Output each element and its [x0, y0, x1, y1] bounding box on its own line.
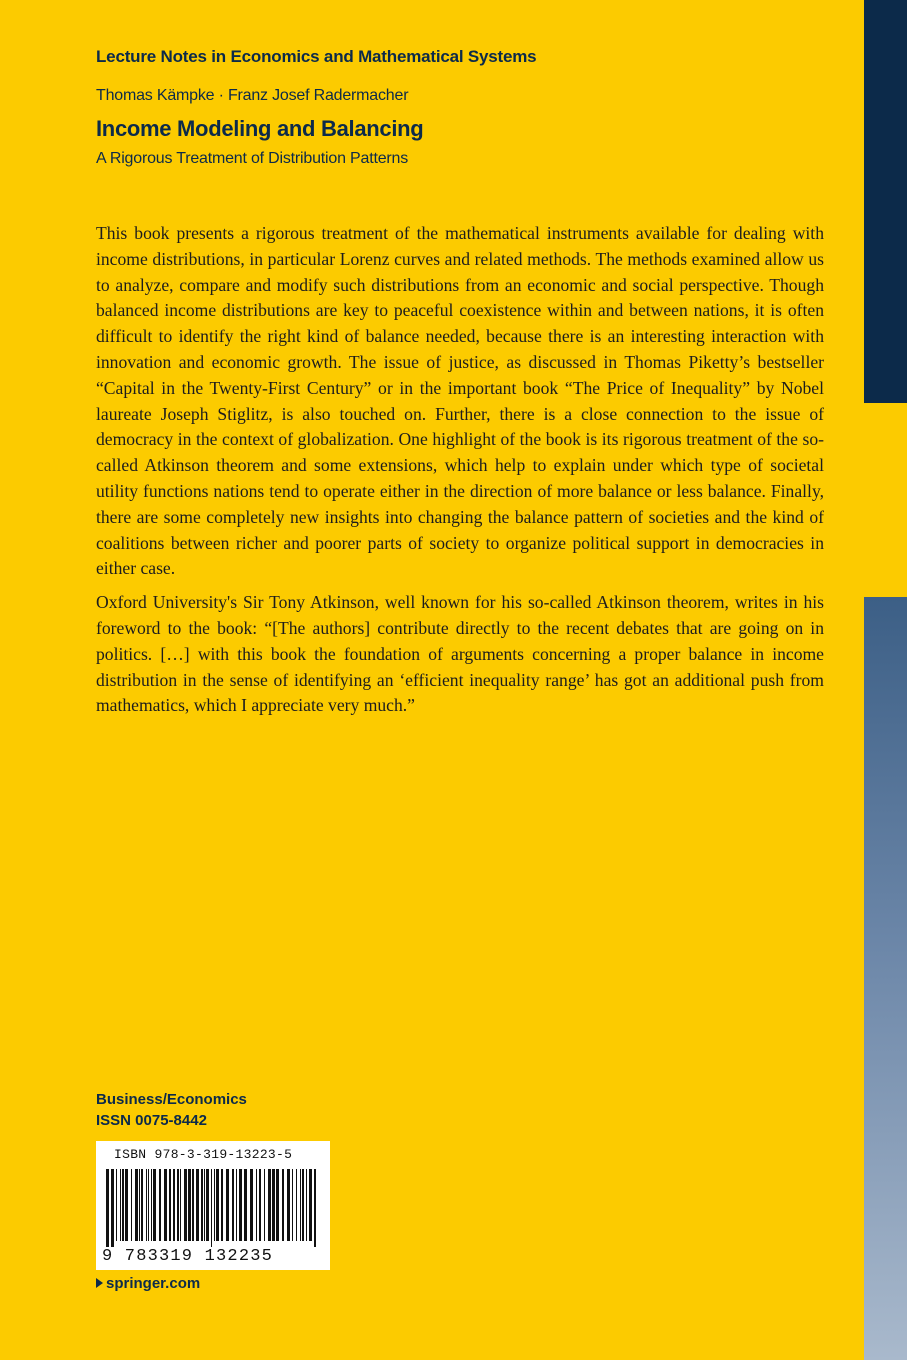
barcode-bar: [282, 1169, 284, 1241]
barcode-bar: [188, 1169, 191, 1241]
barcode-bar: [221, 1169, 223, 1241]
side-band-top: [864, 0, 907, 403]
barcode-bar: [214, 1169, 215, 1241]
barcode-bar: [180, 1169, 181, 1241]
barcode-bar: [169, 1169, 171, 1241]
barcode-bar: [106, 1169, 109, 1247]
ean-digits: 9 783319 132235: [102, 1247, 274, 1266]
barcode-bar: [159, 1169, 161, 1241]
barcode-bar: [206, 1169, 209, 1241]
barcode-box: [96, 1141, 330, 1270]
barcode-bar: [184, 1169, 187, 1241]
barcode-bar: [120, 1169, 121, 1241]
barcode-bar: [226, 1169, 229, 1241]
category-label: Business/Economics: [96, 1091, 247, 1108]
authors: Thomas Kämpke · Franz Josef Radermacher: [96, 87, 409, 104]
barcode-bar: [296, 1169, 297, 1241]
barcode-bar: [216, 1169, 219, 1241]
issn-label: ISSN 0075-8442: [96, 1112, 207, 1129]
barcode-bar: [272, 1169, 275, 1241]
arrow-right-icon: [96, 1278, 103, 1288]
barcode-bar: [292, 1169, 293, 1241]
blurb-paragraph-1: This book presents a rigorous treatment of the mathematical instruments available for dealing with income distributions, in particular Lorenz curves and related methods. The methods examined allow us to analyze, compare and modify such distributions from an economic and social perspective. Though balanced income distributions are key to peaceful coexistence within and between nations, it is often difficult to identify the right kind of balance needed, because there is an interesting interaction with innovation and economic growth. The issue of justice, as discussed in Thomas Piketty’s bestseller “Capital in the Twenty-First Century” or in the important book “The Price of Inequality” by Nobel laureate Joseph Stiglitz, is also touched on. Further, there is a close connection to the issue of democracy in the context of globalization. One highlight of the book is its rigorous treatment of the so-called Atkinson theorem and some extensions, which help to explain under which type of societal utility functions nations tend to operate either in the direction of more balance or less balance. Finally, there are some completely new insights into changing the balance pattern of societies and the kind of coalitions between richer and poorer parts of society to organize political support in democracies in either case.: [96, 223, 824, 579]
barcode-bar: [153, 1169, 156, 1241]
barcode-bar: [239, 1169, 242, 1241]
barcode-bar: [264, 1169, 265, 1241]
barcode-bar: [236, 1169, 237, 1241]
book-subtitle: A Rigorous Treatment of Distribution Patterns: [96, 150, 409, 167]
barcode-bar: [306, 1169, 307, 1241]
barcode-bar: [122, 1169, 124, 1241]
barcode-bar: [139, 1169, 140, 1241]
barcode-bar: [201, 1169, 203, 1241]
side-band-bottom: [864, 597, 907, 1360]
barcode-bar: [131, 1169, 132, 1241]
barcode-bar: [192, 1169, 194, 1241]
category-block: [96, 1089, 247, 1131]
barcode-bar: [135, 1169, 138, 1241]
barcode-bar: [151, 1169, 152, 1241]
barcode-bar: [259, 1169, 261, 1241]
barcode-bar: [211, 1169, 212, 1247]
barcode-bar: [173, 1169, 175, 1241]
publisher-link[interactable]: [96, 1275, 200, 1292]
barcode-bar: [196, 1169, 199, 1241]
barcode-bar: [116, 1169, 117, 1241]
blurb: [96, 221, 824, 727]
barcode-bar: [177, 1169, 179, 1241]
barcode-bar: [141, 1169, 143, 1241]
barcode-bar: [148, 1169, 149, 1241]
book-title: Income Modeling and Balancing: [96, 116, 424, 141]
barcode-bar: [244, 1169, 247, 1241]
barcode-bar: [256, 1169, 257, 1241]
barcode-bar: [300, 1169, 301, 1241]
barcode-bar: [314, 1169, 316, 1247]
barcode-bar: [309, 1169, 312, 1241]
barcode-bar: [164, 1169, 167, 1241]
publisher-link-text: springer.com: [106, 1275, 201, 1292]
barcode-bar: [302, 1169, 304, 1241]
barcode-bar: [250, 1169, 253, 1241]
barcode-bar: [287, 1169, 290, 1241]
isbn-label: ISBN 978-3-319-13223-5: [114, 1147, 293, 1162]
barcode-bar: [268, 1169, 271, 1241]
barcode-bar: [204, 1169, 205, 1241]
barcode-bar: [146, 1169, 147, 1241]
barcode-bar: [232, 1169, 234, 1241]
barcode-bar: [125, 1169, 128, 1241]
barcode-bar: [111, 1169, 114, 1247]
blurb-paragraph-2: Oxford University's Sir Tony Atkinson, well known for his so-called Atkinson theorem, writes in his foreword to the book: “[The authors] contribute directly to the recent debates that are going on in politics. […] with this book the foundation of arguments concerning a proper balance in income distribution in the sense of identifying an ‘efficient inequality range’ has got an additional push from mathematics, which I appreciate very much.”: [96, 592, 824, 716]
series-title: Lecture Notes in Economics and Mathematical Systems: [96, 47, 537, 66]
barcode-bar: [276, 1169, 279, 1241]
barcode-icon: [102, 1169, 324, 1247]
